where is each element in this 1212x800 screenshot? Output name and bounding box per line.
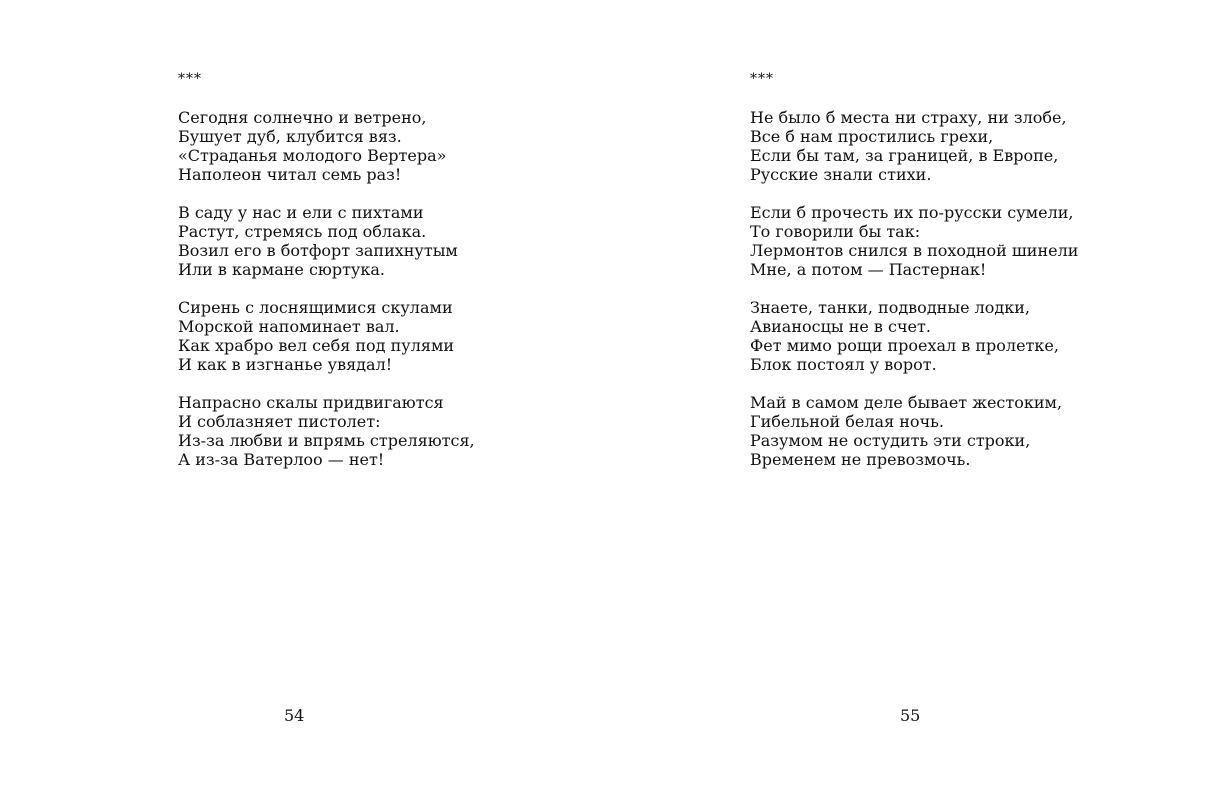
- verse-line: Все б нам простились грехи,: [750, 127, 994, 146]
- stanza: [750, 203, 1078, 279]
- stanza: [750, 108, 1078, 184]
- verse-line: Растут, стремясь под облака.: [178, 222, 427, 241]
- stanza: [750, 298, 1078, 374]
- verse-line: Сирень с лоснящимися скулами: [178, 298, 453, 317]
- verse-line: Гибельной белая ночь.: [750, 412, 944, 431]
- verse-line: Русские знали стихи.: [750, 165, 932, 184]
- stanza: [178, 393, 475, 469]
- verse-line: Не было б места ни страху, ни злобе,: [750, 108, 1067, 127]
- right-poem: [750, 70, 1078, 488]
- verse-line: Напрасно скалы придвигаются: [178, 393, 444, 412]
- page-number: 54: [284, 706, 305, 725]
- verse-line: А из-за Ватерлоо — нет!: [178, 450, 385, 469]
- stanza: [178, 203, 475, 279]
- stanza: [178, 298, 475, 374]
- verse-line: Разумом не остудить эти строки,: [750, 431, 1031, 450]
- verse-line: Наполеон читал семь раз!: [178, 165, 402, 184]
- verse-line: Май в самом деле бывает жестоким,: [750, 393, 1063, 412]
- verse-line: Бушует дуб, клубится вяз.: [178, 127, 402, 146]
- verse-line: Из-за любви и впрямь стреляются,: [178, 431, 475, 450]
- verse-line: Морской напоминает вал.: [178, 317, 400, 336]
- verse-line: И соблазняет пистолет:: [178, 412, 381, 431]
- verse-line: Или в кармане сюртука.: [178, 260, 385, 279]
- poem-separator: ***: [178, 71, 202, 87]
- verse-line: То говорили бы так:: [750, 222, 921, 241]
- verse-line: Временем не превозмочь.: [750, 450, 971, 469]
- poem-separator: ***: [750, 71, 774, 87]
- verse-line: Как храбро вел себя под пулями: [178, 336, 455, 355]
- right-page: [606, 0, 1212, 800]
- page-number: 55: [900, 706, 921, 725]
- verse-line: Возил его в ботфорт запихнутым: [178, 241, 458, 260]
- stanza: [750, 393, 1078, 469]
- verse-line: Если б прочесть их по-русски сумели,: [750, 203, 1074, 222]
- left-poem: [178, 70, 475, 488]
- verse-line: Фет мимо рощи проехал в пролетке,: [750, 336, 1059, 355]
- verse-line: «Страданья молодого Вертера»: [178, 146, 447, 165]
- verse-line: Если бы там, за границей, в Европе,: [750, 146, 1059, 165]
- verse-line: В саду у нас и ели с пихтами: [178, 203, 424, 222]
- stanza: [178, 108, 475, 184]
- verse-line: Авианосцы не в счет.: [750, 317, 931, 336]
- verse-line: Знаете, танки, подводные лодки,: [750, 298, 1031, 317]
- verse-line: И как в изгнанье увядал!: [178, 355, 393, 374]
- verse-line: Лермонтов снился в походной шинели: [750, 241, 1079, 260]
- verse-line: Мне, а потом — Пастернак!: [750, 260, 987, 279]
- verse-line: Сегодня солнечно и ветрено,: [178, 108, 427, 127]
- verse-line: Блок постоял у ворот.: [750, 355, 937, 374]
